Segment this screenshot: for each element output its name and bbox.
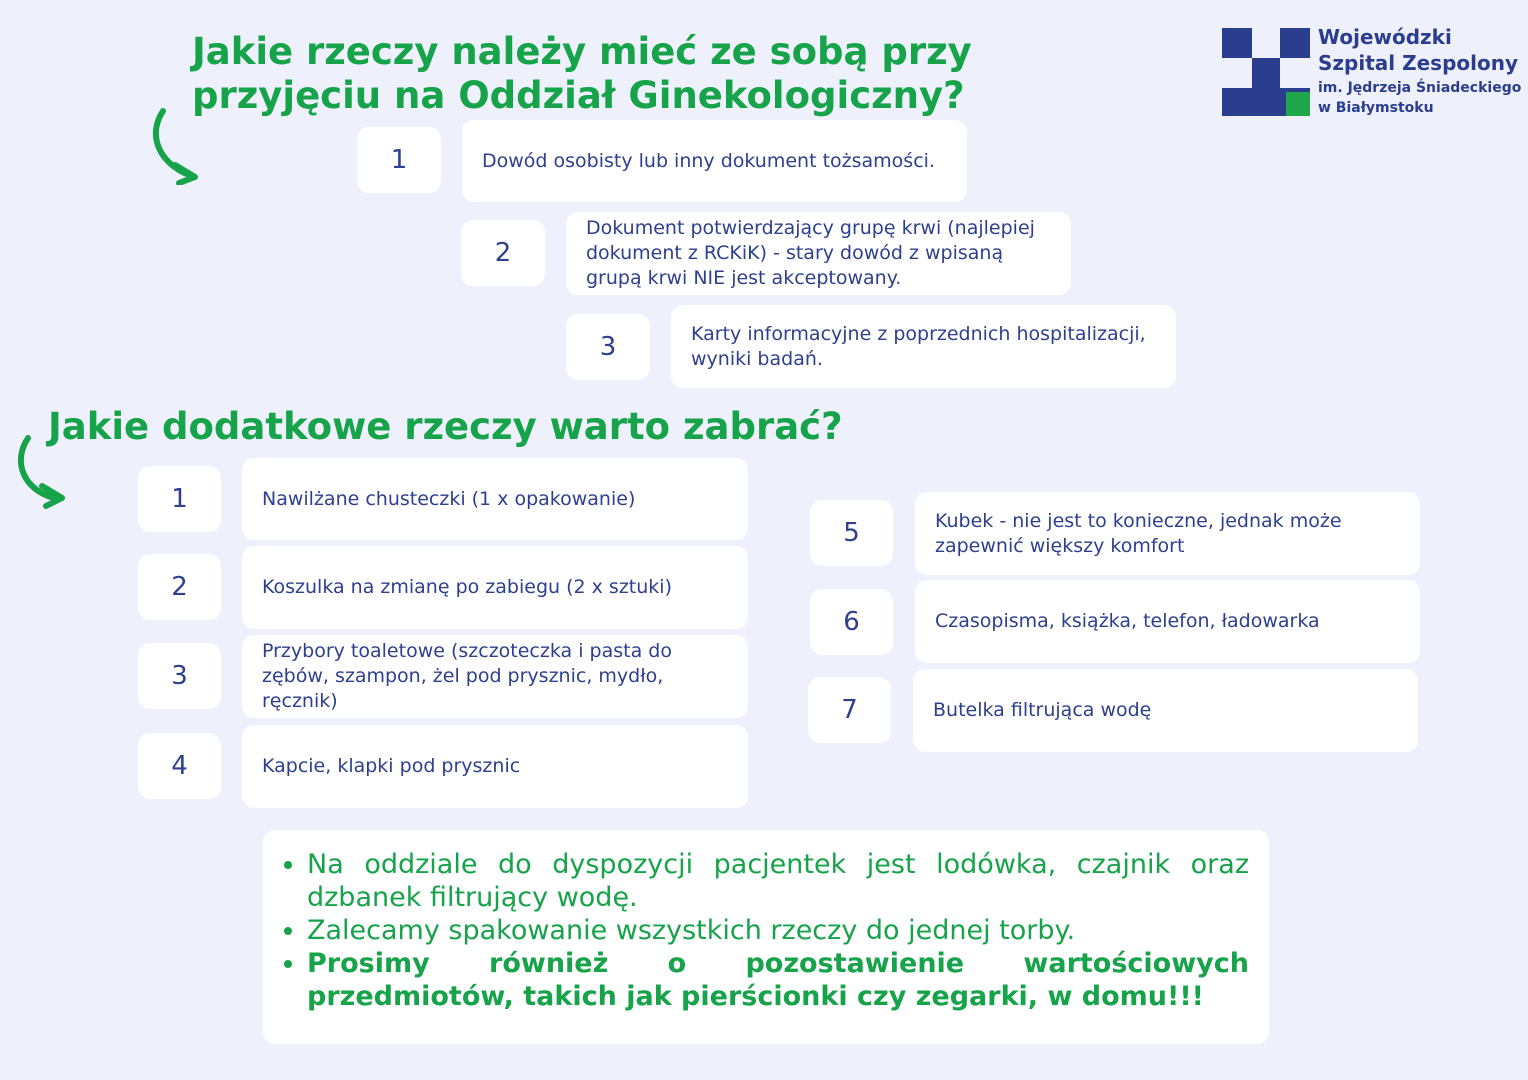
note-item: • Na oddziale do dyspozycji pacjentek jest lodówka, czajnik oraz dzbanek filtrujący wodę. xyxy=(307,848,1249,914)
section2-item4-number: 4 xyxy=(138,733,221,799)
logo-line-4: w Białymstoku xyxy=(1318,100,1434,116)
section1-item2-number: 2 xyxy=(461,220,545,286)
logo-line-2: Szpital Zespolony xyxy=(1318,51,1518,75)
section1-item3-text: Karty informacyjne z poprzednich hospitalizacji, wyniki badań. xyxy=(671,305,1176,388)
section1-title xyxy=(192,30,972,118)
section2-item7-number: 7 xyxy=(808,677,891,743)
section1-item3-number: 3 xyxy=(566,314,650,380)
section2-item5-text: Kubek - nie jest to konieczne, jednak może zapewnić większy komfort xyxy=(915,492,1420,575)
section2-item7-text: Butelka filtrująca wodę xyxy=(913,669,1418,752)
section2-item3-number: 3 xyxy=(138,643,221,709)
curved-arrow-icon xyxy=(145,105,215,185)
section2-item2-text: Koszulka na zmianę po zabiegu (2 x sztuki) xyxy=(242,546,748,629)
section2-item3-text: Przybory toaletowe (szczoteczka i pasta do zębów, szampon, żel pod prysznic, mydło, ręcznik) xyxy=(242,635,748,718)
notes-list xyxy=(277,848,1249,1013)
section2-item1-number: 1 xyxy=(138,466,221,532)
section1-title-line2: przyjęciu na Oddział Ginekologiczny? xyxy=(192,74,965,117)
logo-line-3: im. Jędrzeja Śniadeckiego xyxy=(1318,80,1522,96)
section2-item6-text: Czasopisma, książka, telefon, ładowarka xyxy=(915,580,1420,663)
section1-item2-text: Dokument potwierdzający grupę krwi (najlepiej dokument z RCKiK) - stary dowód z wpisaną grupą krwi NIE jest akceptowany. xyxy=(566,212,1071,295)
section1-title-line1: Jakie rzeczy należy mieć ze sobą przy xyxy=(192,30,972,73)
section2-item5-number: 5 xyxy=(810,500,893,566)
hospital-logo-text xyxy=(1318,24,1521,118)
section2-item4-text: Kapcie, klapki pod prysznic xyxy=(242,725,748,808)
hospital-logo-icon xyxy=(1222,28,1310,116)
notes-box xyxy=(263,830,1269,1044)
note-item: • Zalecamy spakowanie wszystkich rzeczy do jednej torby. xyxy=(307,914,1249,947)
section1-item1-number: 1 xyxy=(357,127,441,193)
logo-line-1: Wojewódzki xyxy=(1318,25,1452,49)
curved-arrow-icon xyxy=(10,432,80,512)
section2-title: Jakie dodatkowe rzeczy warto zabrać? xyxy=(48,405,843,448)
section2-item6-number: 6 xyxy=(810,589,893,655)
section1-item1-text: Dowód osobisty lub inny dokument tożsamości. xyxy=(462,120,967,202)
section2-item1-text: Nawilżane chusteczki (1 x opakowanie) xyxy=(242,458,748,540)
note-item-important: • Prosimy również o pozostawienie wartościowych przedmiotów, takich jak pierścionki czy zegarki, w domu!!! xyxy=(307,947,1249,1013)
section2-item2-number: 2 xyxy=(138,554,221,620)
